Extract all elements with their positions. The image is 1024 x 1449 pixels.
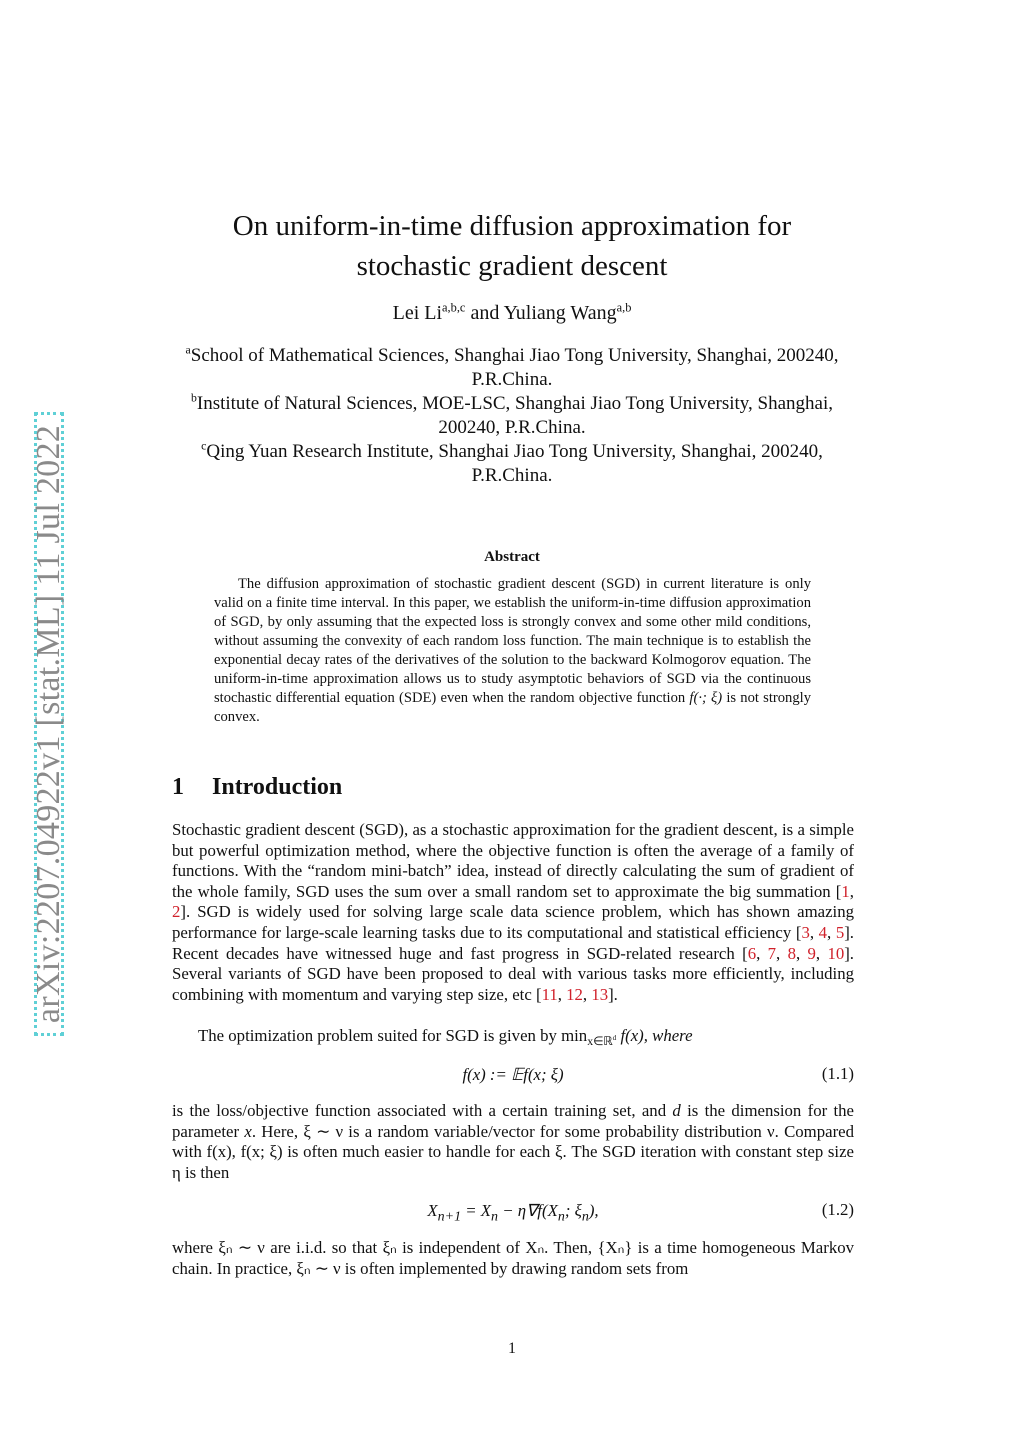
abstract-heading: Abstract <box>484 549 540 565</box>
paragraph-text: ]. <box>608 984 618 1004</box>
citation-link[interactable]: 11 <box>541 984 558 1004</box>
abstract-body: The diffusion approximation of stochastic gradient descent (SGD) in current literature is only valid on a finite time interval. In this paper, we establish the uniform-in-time diffusion approximation of SGD, by only assuming that the expected loss is strongly convex and some other mild conditions, without assuming the convexity of each random loss function. The main technique is to establish the exponential decay rates of the derivatives of the solution to the backward Kolmogorov equation. The uniform-in-time approximation allows us to study asymptotic behaviors of SGD via the continuous stochastic differential equation (SDE) even when the random objective function <box>214 576 811 706</box>
citation-link[interactable]: 4 <box>818 922 828 942</box>
math-inline: f(x), where <box>616 1026 693 1045</box>
author-affiliation-marks: a,b <box>616 300 632 315</box>
affiliation-mark: b <box>190 391 197 405</box>
citation-link[interactable]: 10 <box>827 943 845 963</box>
equation-1-2 <box>172 1200 854 1225</box>
equation-1-1 <box>172 1064 854 1086</box>
affiliations <box>172 344 852 488</box>
author-name: Lei Li <box>392 302 443 324</box>
arxiv-sidebar <box>30 412 67 1036</box>
affiliation <box>172 344 852 392</box>
affiliation <box>172 440 852 488</box>
title-line-2: stochastic gradient descent <box>356 250 668 282</box>
citation-link[interactable]: 1 <box>841 881 850 901</box>
math-subscript: n <box>557 1209 565 1225</box>
equation-number: (1.1) <box>821 1064 854 1083</box>
section-number: 1 <box>172 774 184 800</box>
affiliation-mark: a <box>185 343 191 357</box>
section-title: Introduction <box>212 774 343 800</box>
citation-link[interactable]: 6 <box>747 943 757 963</box>
citation-link[interactable]: 9 <box>807 943 816 963</box>
math-symbol: − η∇f(X <box>498 1201 558 1220</box>
paragraph-text: The optimization problem suited for SGD is given by min <box>198 1026 588 1045</box>
equation-formula <box>172 1200 854 1225</box>
intro-paragraph-4: where ξₙ ∼ ν are i.i.d. so that ξₙ is independent of Xₙ. Then, {Xₙ} is a time homogeneous Markov chain. In practice, ξₙ ∼ ν is often implemented by drawing random sets from <box>172 1238 854 1278</box>
abstract-text <box>214 575 811 727</box>
abstract-math: f(·; ξ) <box>689 690 723 706</box>
affiliation-text: Qing Yuan Research Institute, Shanghai Jiao Tong University, Shanghai, 200240, P.R.China. <box>206 441 823 486</box>
math-subscript: n <box>491 1209 499 1225</box>
author-separator: and <box>465 302 504 324</box>
math-symbol: = X <box>461 1201 492 1220</box>
math-symbol: X <box>427 1201 438 1220</box>
citation-link[interactable]: 8 <box>787 943 796 963</box>
section-heading <box>172 774 342 801</box>
math-inline: x <box>244 1121 252 1141</box>
abstract-body-end: is not strongly convex. <box>214 690 811 725</box>
author-affiliation-marks: a,b,c <box>442 300 466 315</box>
paragraph-text: ]. Recent decades have witnessed huge and fast progress in SGD-related research [ <box>172 922 855 963</box>
math-subscript: n <box>581 1209 589 1225</box>
citation-link[interactable]: 13 <box>591 984 609 1004</box>
citation-link[interactable]: 2 <box>172 902 181 922</box>
citation-link[interactable]: 7 <box>767 943 777 963</box>
math-symbol: ), <box>588 1201 599 1220</box>
paragraph-text: ]. SGD is widely used for solving large scale data science problem, which has shown amazing performance for large-scale learning tasks due to its computational and statistical efficiency [ <box>172 902 854 942</box>
paragraph-text: is the loss/objective function associated with a certain training set, and <box>172 1101 673 1120</box>
affiliation-mark: c <box>201 439 207 453</box>
intro-paragraph-1: Stochastic gradient descent (SGD), as a stochastic approximation for the gradient descent, is a simple but powerful optimization method, where the objective function is often the average of a family of functions. With the “random mini-batch” idea, instead of directly calculating the sum of gradient of the whole family, SGD uses the sum over a small random set to approximate the big summation [1, 2]. SGD is widely used for solving large scale data science problem, which has shown amazing performance for large-scale learning tasks due to its computational and statistical efficiency [3, 4, 5]. Recent decades have witnessed huge and fast progress in SGD-related research [6, 7, 8, 9, 10]. Several variants of SGD have been proposed to deal with various tasks more efficiently, including combining with momentum and varying step size, etc [11, 12, 13]. <box>172 820 855 1004</box>
affiliation-text: Institute of Natural Sciences, MOE-LSC, Shanghai Jiao Tong University, Shanghai, 200240, P.R.China. <box>196 393 834 438</box>
paragraph-text: Stochastic gradient descent (SGD), as a stochastic approximation for the gradient descent, is a simple but powerful optimization method, where the objective function is often the average of a family of functions. With the “random mini-batch” idea, instead of directly calculating the sum of gradient of the whole family, SGD uses the sum over a small random set to approximate the big summation [ <box>172 820 854 901</box>
affiliation <box>172 392 852 440</box>
math-symbol: ; ξ <box>564 1201 582 1220</box>
paragraph-text: ]. Several variants of SGD have been proposed to deal with various tasks more efficiently, including combining with momentum and varying step size, etc [ <box>172 943 855 1004</box>
paragraph-text: . Here, ξ ∼ ν is a random variable/vector for some probability distribution ν. Compared with f(x), f(x; ξ) is often much easier to handle for each ξ. The SGD iteration with constant step size η is then <box>172 1121 854 1182</box>
title-line-1: On uniform-in-time diffusion approximation for <box>232 210 792 242</box>
affiliation-text: School of Mathematical Sciences, Shanghai Jiao Tong University, Shanghai, 200240, P.R.China. <box>190 345 839 390</box>
math-subscript: x∈ℝ <box>587 1035 613 1049</box>
citation-link[interactable]: 12 <box>566 984 583 1004</box>
page-number: 1 <box>508 1340 516 1357</box>
math-superscript: d <box>612 1034 617 1043</box>
paper-title <box>172 206 852 286</box>
equation-formula: f(x) := 𝔼f(x; ξ) <box>462 1065 564 1084</box>
intro-paragraph-2 <box>172 1026 854 1053</box>
arxiv-identifier: arXiv:2207.04922v1 [stat.ML] 11 Jul 2022 <box>30 424 67 1024</box>
equation-number: (1.2) <box>821 1200 854 1219</box>
paragraph-text: is the dimension for the parameter <box>172 1101 854 1141</box>
math-subscript: n+1 <box>437 1209 462 1225</box>
intro-paragraph-3 <box>172 1101 854 1183</box>
citation-link[interactable]: 3 <box>801 922 810 942</box>
citation-link[interactable]: 5 <box>835 922 845 942</box>
author-list <box>172 302 852 325</box>
math-inline: d <box>672 1101 681 1120</box>
author-name: Yuliang Wang <box>503 302 617 324</box>
